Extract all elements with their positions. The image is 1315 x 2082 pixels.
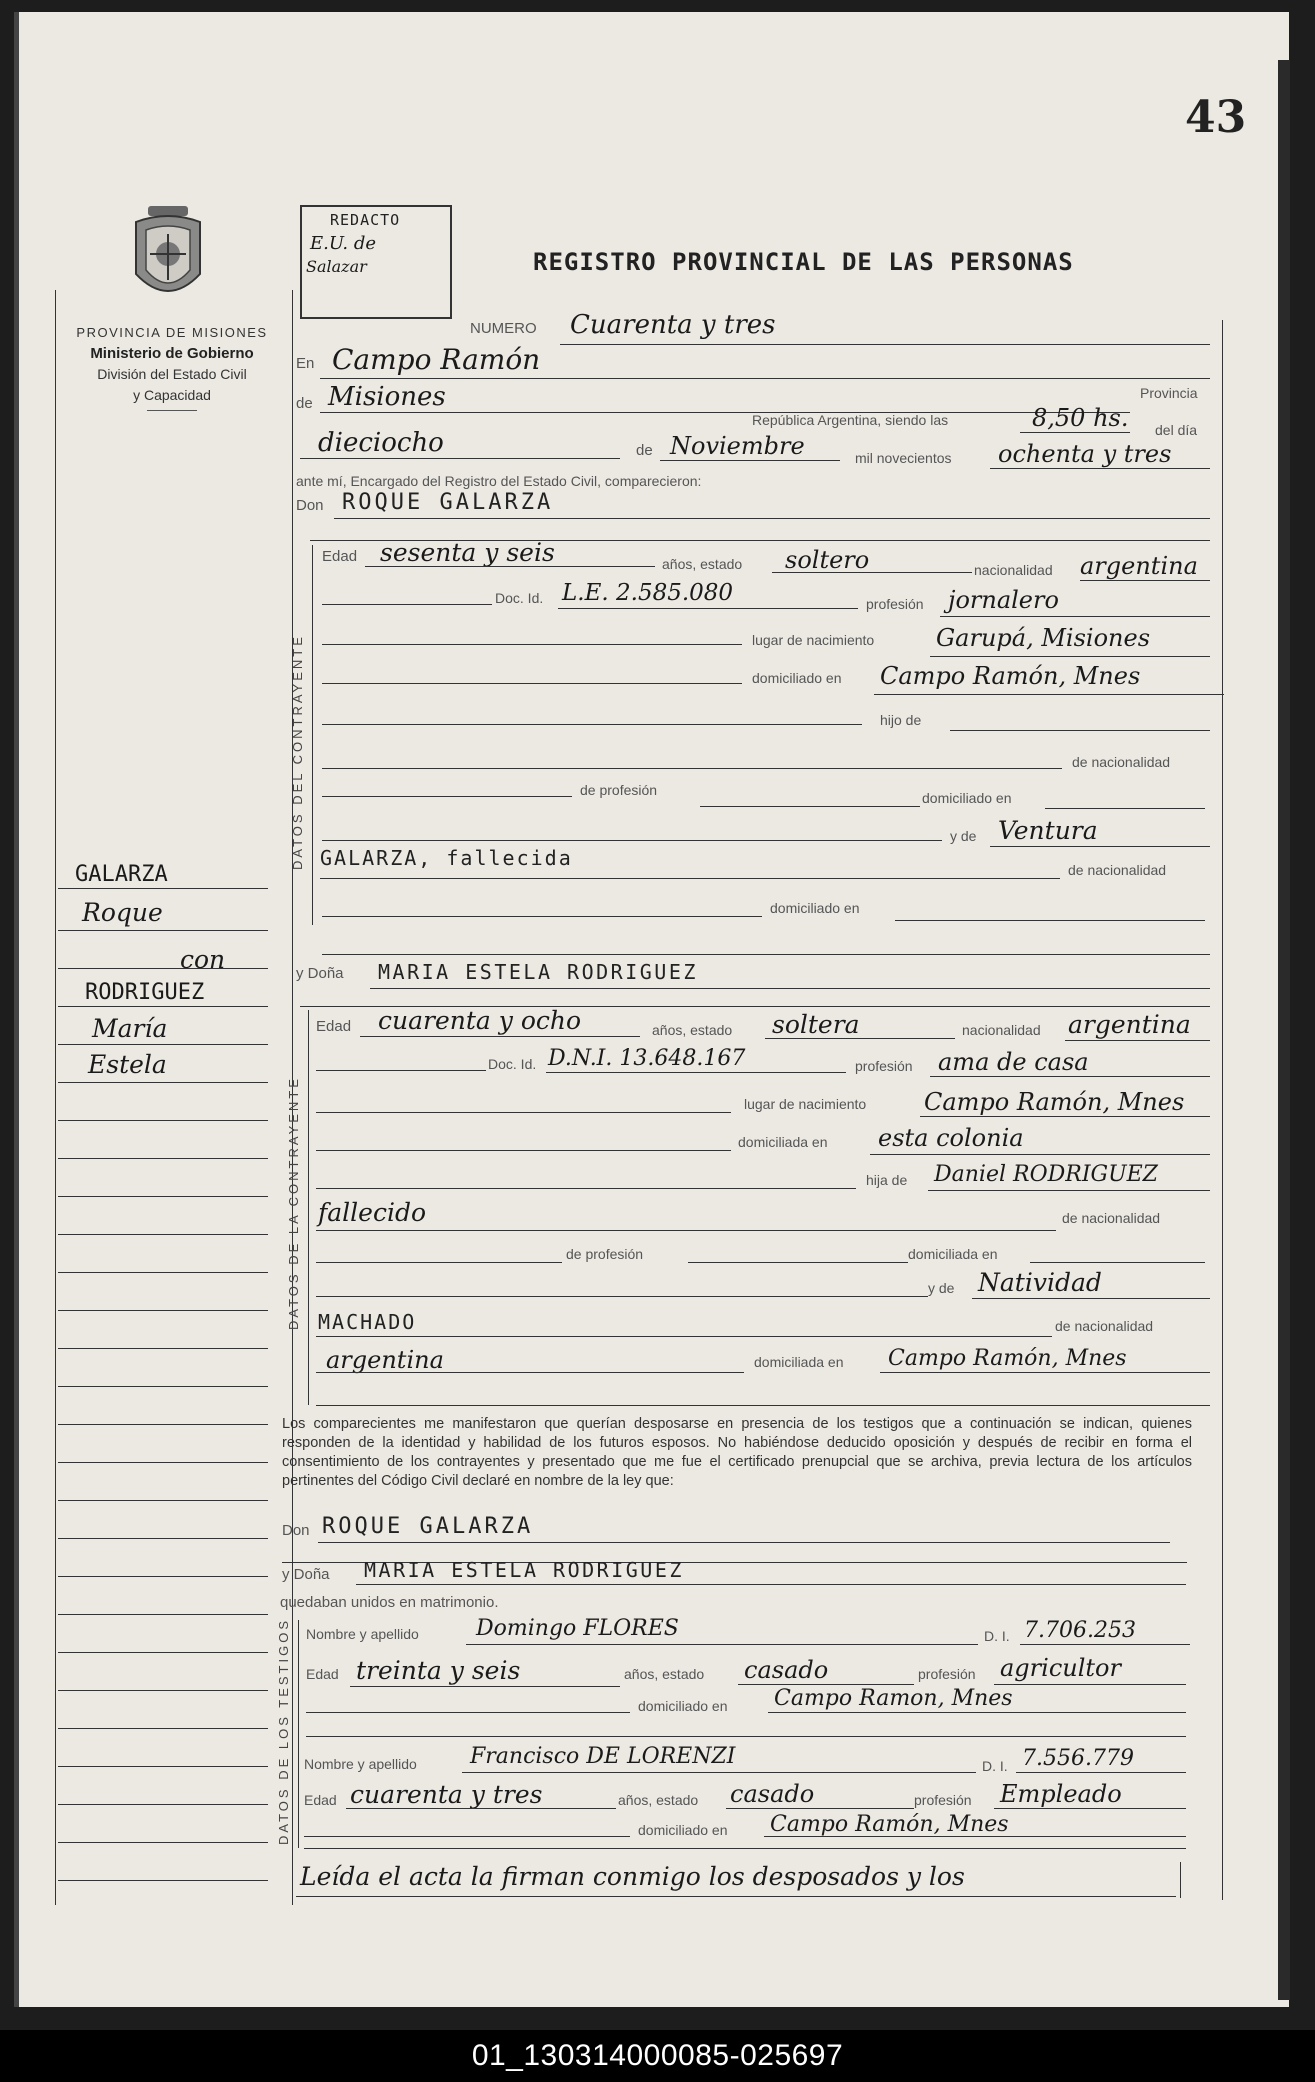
margin-rule — [58, 1348, 268, 1349]
t1-edad-line — [350, 1686, 620, 1687]
provincia-label: Provincia — [1140, 385, 1198, 401]
madre-line — [990, 846, 1210, 847]
y-de-f-label: y de — [928, 1280, 955, 1296]
declaration-text: Los comparecientes me manifestaron que querían desposarse en presencia de los testigos que a continuación se indican, quienes responden de la identidad y habilidad de los futuros esposos. No habiéndose deducido oposición y después de recibir en forma el consentimiento de los contrayentes y presentado que me fue el certificado prenupcial que se archiva, previa lectura de los artículos pertinentes del Código Civil declaré en nombre de la ley que: — [282, 1416, 1192, 1489]
closing-end-mark — [1180, 1862, 1181, 1898]
t2-di-value: 7.556.779 — [1022, 1746, 1134, 1771]
union-dona-label: y Doña — [282, 1566, 330, 1583]
dom-line — [874, 694, 1224, 695]
t1-di-label: D. I. — [984, 1628, 1010, 1644]
stamp-line2: Salazar — [306, 257, 367, 276]
margin-rule — [58, 1120, 268, 1121]
margin-rule — [58, 1804, 268, 1805]
edad-f-value: cuarenta y ocho — [378, 1006, 582, 1035]
madre-dom-value: Campo Ramón, Mnes — [888, 1346, 1127, 1371]
de-prof-f-label: de profesión — [566, 1246, 644, 1262]
lugar-value: Garupá, Misiones — [936, 624, 1151, 652]
t1-dom-pre-line — [306, 1712, 630, 1713]
testigos-bracket — [298, 1620, 299, 1848]
lugar-label: lugar de nacimiento — [752, 632, 875, 648]
margin-note-4: RODRIGUEZ — [85, 980, 205, 1005]
margin-border — [55, 290, 56, 1905]
don-value: ROQUE GALARZA — [342, 490, 554, 515]
de-value: Misiones — [328, 382, 446, 412]
t2-di-label: D. I. — [982, 1758, 1008, 1774]
dom-f-line — [870, 1154, 1210, 1155]
margin-rule — [58, 1234, 268, 1235]
contrayente-bracket — [312, 545, 313, 925]
contrayente-f-side-label: DATOS DE LA CONTRAYENTE — [286, 1076, 301, 1330]
en-line — [320, 378, 1210, 379]
y-de-label: y de — [950, 828, 977, 844]
margin-rule — [58, 1424, 268, 1425]
contrayente-f-bracket — [308, 1010, 309, 1405]
margin-rule — [58, 1272, 268, 1273]
contrayente-side-label: DATOS DEL CONTRAYENTE — [290, 634, 305, 870]
dia-line — [300, 458, 620, 459]
doc-value: L.E. 2.585.080 — [562, 580, 734, 606]
t1-end-line — [306, 1736, 1186, 1737]
ante-label: ante mí, Encargado del Registro del Estado Civil, comparecieron: — [296, 473, 702, 489]
lugar-f-value: Campo Ramón, Mnes — [924, 1088, 1185, 1116]
t2-estado-value: casado — [730, 1780, 815, 1808]
edad-f-line — [360, 1036, 640, 1037]
t1-estado-line — [738, 1684, 914, 1685]
en-label: En — [296, 355, 315, 372]
t1-di-line — [1020, 1644, 1190, 1645]
anio-line — [990, 468, 1210, 469]
margin-rule — [58, 1082, 268, 1083]
margin-rule — [58, 1538, 268, 1539]
dona-value: MARIA ESTELA RODRIGUEZ — [378, 960, 698, 984]
dom3-label: domiciliado en — [770, 900, 860, 916]
hora-line — [1020, 432, 1130, 433]
t2-nombre-label: Nombre y apellido — [304, 1756, 417, 1772]
t1-prof-line — [994, 1684, 1186, 1685]
hijo-line — [950, 730, 1210, 731]
margin-note-3: con — [180, 945, 226, 974]
dom-f-pre-line — [316, 1150, 731, 1151]
estado-line — [772, 572, 972, 573]
t2-estado-line — [726, 1808, 914, 1809]
numero-value: Cuarenta y tres — [570, 310, 776, 340]
right-border — [1222, 320, 1223, 1900]
margin-rule — [58, 968, 268, 969]
t2-prof-value: Empleado — [1000, 1780, 1122, 1808]
t2-prof-line — [994, 1808, 1186, 1809]
numero-line — [560, 344, 1210, 345]
margin-rule — [58, 1310, 268, 1311]
union-don-value: ROQUE GALARZA — [322, 1514, 534, 1539]
margin-rule — [58, 930, 268, 931]
padre2-line — [316, 1230, 1056, 1231]
t2-end-line — [304, 1848, 1186, 1849]
dom-f-value: esta colonia — [878, 1124, 1024, 1152]
margin-rule — [58, 1652, 268, 1653]
stamp-title: REDACTO — [330, 211, 401, 229]
t2-nombre-line — [462, 1772, 976, 1773]
margin-rule — [58, 1462, 268, 1463]
stamp-line1: E.U. de — [310, 233, 376, 254]
margin-note-6: Estela — [88, 1050, 167, 1079]
margin-rule — [58, 1386, 268, 1387]
dom2-label: domiciliado en — [922, 790, 1012, 806]
t1-prof-value: agricultor — [1000, 1654, 1121, 1682]
estado-f-line — [765, 1038, 955, 1039]
dom2-f-label: domiciliada en — [908, 1246, 998, 1262]
de-mes-label: de — [636, 442, 653, 459]
prof-label: profesión — [866, 596, 924, 612]
margin-rule — [58, 1006, 268, 1007]
lugar-pre-line — [322, 644, 742, 645]
t1-dom-line — [768, 1712, 1186, 1713]
de-nac-f-label: de nacionalidad — [1062, 1210, 1161, 1226]
t1-anios-label: años, estado — [624, 1666, 705, 1682]
lugar-f-label: lugar de nacimiento — [744, 1096, 867, 1112]
edad-value: sesenta y seis — [380, 538, 555, 567]
margin-rule — [58, 1500, 268, 1501]
de-line — [320, 412, 1130, 413]
dom-value: Campo Ramón, Mnes — [880, 662, 1141, 690]
t1-estado-value: casado — [744, 1656, 829, 1684]
t1-nombre-line — [466, 1644, 978, 1645]
de-prof-f-line — [688, 1262, 908, 1263]
margin-note-2: Roque — [82, 898, 163, 927]
prof-value: jornalero — [948, 586, 1059, 614]
madre2-line — [320, 878, 1060, 879]
doc-f-line — [546, 1072, 846, 1073]
contrayente-f-end-line — [316, 1405, 1210, 1406]
dona-line — [370, 988, 1210, 989]
ministry-province: PROVINCIA DE MISIONES — [76, 325, 268, 340]
margin-rule — [58, 888, 268, 889]
dom-pre-line — [322, 683, 742, 684]
padre-value: Daniel RODRIGUEZ — [934, 1162, 1158, 1187]
lugar-f-line — [920, 1116, 1210, 1117]
contrayente-end-line — [322, 954, 1210, 955]
margin-rule — [58, 1614, 268, 1615]
margin-note-5: María — [92, 1014, 168, 1043]
t2-anios-label: años, estado — [618, 1792, 699, 1808]
union-don-line — [318, 1542, 1170, 1543]
hijo-line-2 — [322, 768, 1062, 769]
t1-di-value: 7.706.253 — [1024, 1618, 1136, 1643]
closing-line — [296, 1896, 1176, 1897]
anio-value: ochenta y tres — [998, 440, 1172, 468]
doc-f-value: D.N.I. 13.648.167 — [548, 1046, 746, 1071]
republica-label: República Argentina, siendo las — [752, 412, 949, 428]
madre-value: Ventura — [998, 816, 1098, 845]
mes-line — [660, 460, 840, 461]
doc-f-pre-line — [316, 1070, 486, 1071]
t2-dom-pre-line — [304, 1836, 630, 1837]
margin-note-1: GALARZA — [75, 862, 168, 887]
ministry-division: División del Estado Civil — [97, 366, 247, 382]
de-nac2-f-label: de nacionalidad — [1055, 1318, 1154, 1334]
de-nac-label: de nacionalidad — [1072, 754, 1171, 770]
de-label: de — [296, 395, 313, 412]
provincial-seal-icon — [128, 204, 208, 309]
page-number: 43 — [1185, 92, 1247, 143]
testigos-side-label: DATOS DE LOS TESTIGOS — [276, 1618, 291, 1845]
t2-di-line — [1016, 1772, 1186, 1773]
t2-edad-value: cuarenta y tres — [350, 1780, 543, 1809]
document-title: REGISTRO PROVINCIAL DE LAS PERSONAS — [533, 248, 1074, 276]
margin-rule — [58, 1880, 268, 1881]
t1-nombre-value: Domingo FLORES — [476, 1616, 679, 1641]
ministry-capacity: y Capacidad — [133, 387, 211, 403]
anios-f-label: años, estado — [652, 1022, 733, 1038]
ministry-header — [62, 322, 282, 411]
nac-f-value: argentina — [1068, 1010, 1191, 1039]
closing-text: Leída el acta la firman conmigo los desposados y los — [300, 1862, 965, 1891]
lugar-f-pre-line — [316, 1112, 731, 1113]
numero-label: NUMERO — [470, 320, 537, 337]
dom-label: domiciliado en — [752, 670, 842, 686]
redacto-stamp — [300, 205, 452, 319]
nac-f-line — [1065, 1040, 1210, 1041]
prof-line — [940, 616, 1210, 617]
de-prof-f-pre-line — [316, 1262, 562, 1263]
margin-rule — [58, 1158, 268, 1159]
dom3-f-label: domiciliada en — [754, 1354, 844, 1370]
doc-pre-line — [322, 604, 492, 605]
madre2-f-line — [316, 1336, 1052, 1337]
t1-prof-label: profesión — [918, 1666, 976, 1682]
unidos-text: quedaban unidos en matrimonio. — [280, 1594, 499, 1611]
doc-line — [558, 608, 858, 609]
de-prof-label: de profesión — [580, 782, 658, 798]
prof-f-line — [930, 1076, 1210, 1077]
dom2-f-line — [1030, 1262, 1205, 1263]
dom2-line — [1045, 808, 1205, 809]
hija-label: hija de — [866, 1172, 908, 1188]
t2-dom-label: domiciliado en — [638, 1822, 728, 1838]
don-line — [334, 518, 1210, 519]
prof-f-label: profesión — [855, 1058, 913, 1074]
page-edge — [1278, 60, 1290, 2000]
nac-label: nacionalidad — [974, 562, 1053, 578]
madre-nac-line — [316, 1372, 744, 1373]
mil-label: mil novecientos — [855, 450, 952, 466]
t2-dom-value: Campo Ramón, Mnes — [770, 1812, 1009, 1837]
t1-dom-value: Campo Ramon, Mnes — [774, 1686, 1013, 1711]
dia-value: dieciocho — [318, 428, 444, 458]
padre-line — [928, 1190, 1210, 1191]
margin-rule — [58, 1842, 268, 1843]
y-dona-label: y Doña — [296, 965, 344, 982]
en-value: Campo Ramón — [332, 343, 541, 376]
lugar-line — [930, 656, 1210, 657]
ministry-name: Ministerio de Gobierno — [90, 345, 254, 362]
union-don-label: Don — [282, 1522, 310, 1539]
union-dona-line — [356, 1584, 1186, 1585]
t1-edad-value: treinta y seis — [356, 1656, 521, 1685]
hijo-label: hijo de — [880, 712, 922, 728]
doc-f-label: Doc. Id. — [488, 1056, 537, 1072]
madre-dom-line — [880, 1372, 1210, 1373]
margin-rule — [58, 1690, 268, 1691]
de-nac2-label: de nacionalidad — [1068, 862, 1167, 878]
madre2-value: GALARZA, fallecida — [320, 846, 573, 870]
t2-dom-line — [764, 1836, 1186, 1837]
t2-nombre-value: Francisco DE LORENZI — [470, 1744, 736, 1769]
union-dona-value: MARIA ESTELA RODRIGUEZ — [364, 1558, 684, 1582]
prof-f-value: ama de casa — [938, 1048, 1089, 1076]
madre-f-value: Natividad — [978, 1268, 1102, 1297]
edad-label: Edad — [322, 548, 358, 565]
t1-edad-label: Edad — [306, 1666, 339, 1682]
t1-dom-label: domiciliado en — [638, 1698, 728, 1714]
mes-value: Noviembre — [670, 432, 805, 460]
hora-value: 8,50 hs. — [1032, 404, 1129, 432]
madre-nac-value: argentina — [326, 1346, 444, 1374]
y-de-pre-line — [322, 840, 942, 841]
edad-line — [365, 566, 655, 567]
del-dia-label: del día — [1155, 422, 1198, 438]
de-prof-pre-line — [322, 796, 572, 797]
margin-rule — [58, 1576, 268, 1577]
madre2-f-value: MACHADO — [318, 1310, 417, 1334]
margin-rule — [58, 1766, 268, 1767]
y-de-f-pre-line — [316, 1296, 928, 1297]
don-label: Don — [296, 497, 324, 514]
hijo-pre-line — [322, 724, 862, 725]
nac-line — [1080, 580, 1210, 581]
margin-rule — [58, 1196, 268, 1197]
edad-f-label: Edad — [316, 1018, 352, 1035]
t2-edad-label: Edad — [304, 1792, 337, 1808]
margin-rule — [58, 1728, 268, 1729]
hija-pre-line — [316, 1188, 856, 1189]
t2-edad-line — [346, 1808, 616, 1809]
de-prof-line — [700, 806, 920, 807]
doc-label: Doc. Id. — [495, 590, 544, 606]
madre-f-line — [972, 1298, 1210, 1299]
estado-f-value: soltera — [772, 1010, 860, 1039]
dom-f-label: domiciliada en — [738, 1134, 828, 1150]
t2-prof-label: profesión — [914, 1792, 972, 1808]
anios-label: años, estado — [662, 556, 743, 572]
padre2-value: fallecido — [318, 1198, 426, 1227]
nac-f-label: nacionalidad — [962, 1022, 1041, 1038]
estado-value: soltero — [785, 546, 870, 574]
nac-value: argentina — [1080, 552, 1198, 580]
dom3-pre-line — [322, 916, 762, 917]
margin-rule — [58, 1044, 268, 1045]
dom3-line — [895, 920, 1205, 921]
image-id-footer: 01_130314000085-025697 — [0, 2030, 1315, 2082]
t1-nombre-label: Nombre y apellido — [306, 1626, 419, 1642]
